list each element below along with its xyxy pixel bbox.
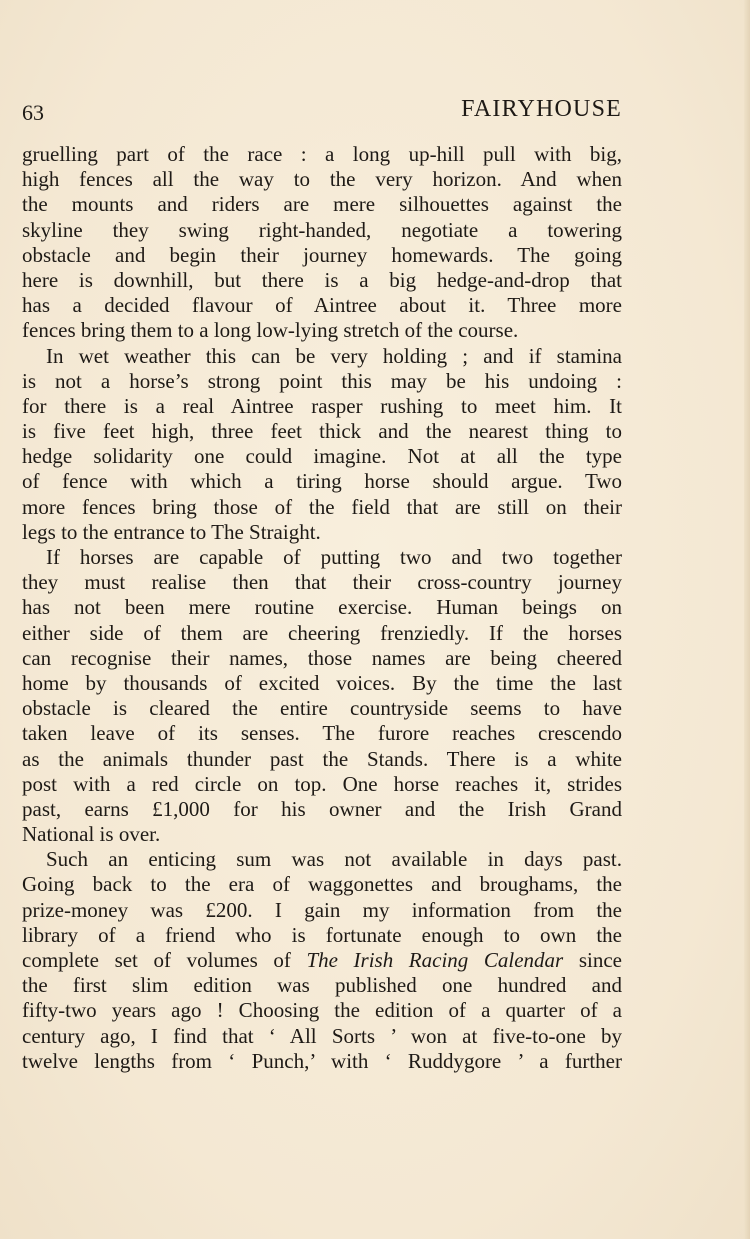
text-line: either side of them are cheering frenziedly. If the horses	[22, 620, 622, 645]
text-segment: complete set of volumes of	[22, 948, 307, 972]
text-line: for there is a real Aintree rasper rushing to meet him. It	[22, 393, 622, 418]
text-line: more fences bring those of the field that are still on their	[22, 494, 622, 519]
running-title: FAIRYHOUSE	[461, 96, 622, 122]
text-line: prize-money was £200. I gain my information from the	[22, 897, 622, 922]
book-title: The Irish Racing Calendar	[306, 948, 564, 972]
page-edge	[744, 0, 750, 1239]
text-line: fifty-two years ago ! Choosing the edition of a quarter of a	[22, 998, 622, 1023]
text-line: taken leave of its senses. The furore reaches crescendo	[22, 721, 622, 746]
text-line: the mounts and riders are mere silhouettes against the	[22, 192, 622, 217]
text-line: If horses are capable of putting two and two together	[46, 545, 622, 569]
text-line: legs to the entrance to The Straight.	[22, 519, 321, 544]
text-line: has a decided flavour of Aintree about it. Three more	[22, 293, 622, 318]
text-line: has not been mere routine exercise. Human beings on	[22, 595, 622, 620]
text-line: home by thousands of excited voices. By the time the last	[22, 670, 622, 695]
text-line: library of a friend who is fortunate enough to own the	[22, 922, 622, 947]
text-line: Going back to the era of waggonettes and broughams, the	[22, 872, 622, 897]
text-line: obstacle and begin their journey homewards. The going	[22, 242, 622, 267]
text-line: high fences all the way to the very horizon. And when	[22, 167, 622, 192]
text-line: is not a horse’s strong point this may be his undoing :	[22, 368, 622, 393]
text-segment: since	[563, 948, 622, 972]
text-line: In wet weather this can be very holding ; and if stamina	[46, 343, 622, 368]
text-line: as the animals thunder past the Stands. There is a white	[22, 746, 622, 771]
text-line: they must realise then that their cross-country journey	[22, 570, 622, 595]
text-line: post with a red circle on top. One horse reaches it, strides	[22, 771, 622, 796]
text-line: past, earns £1,000 for his owner and the Irish Grand	[22, 796, 622, 821]
text-line: can recognise their names, those names are being cheered	[22, 645, 622, 670]
text-line-with-title	[22, 948, 622, 973]
text-line: obstacle is cleared the entire countryside seems to have	[22, 696, 622, 721]
text-line: fences bring them to a long low-lying stretch of the course.	[22, 318, 519, 343]
page-number: 63	[22, 100, 44, 125]
text-line: of fence with which a tiring horse should argue. Two	[22, 469, 622, 494]
text-line: hedge solidarity one could imagine. Not at all the type	[22, 444, 622, 469]
text-line: twelve lengths from ‘ Punch,’ with ‘ Ruddygore ’ a further	[22, 1048, 622, 1073]
text-line: skyline they swing right-handed, negotiate a towering	[22, 217, 622, 242]
text-line: the first slim edition was published one hundred and	[22, 973, 622, 998]
body-text	[22, 142, 622, 1074]
text-line: is five feet high, three feet thick and the nearest thing to	[22, 419, 622, 444]
text-line: century ago, I find that ‘ All Sorts ’ won at five-to-one by	[22, 1023, 622, 1048]
running-head	[22, 96, 622, 130]
text-line: here is downhill, but there is a big hedge-and-drop that	[22, 267, 622, 292]
text-line: Such an enticing sum was not available in days past.	[46, 847, 622, 872]
text-line: gruelling part of the race : a long up-hill pull with big,	[22, 142, 622, 166]
text-line: National is over.	[22, 822, 161, 847]
